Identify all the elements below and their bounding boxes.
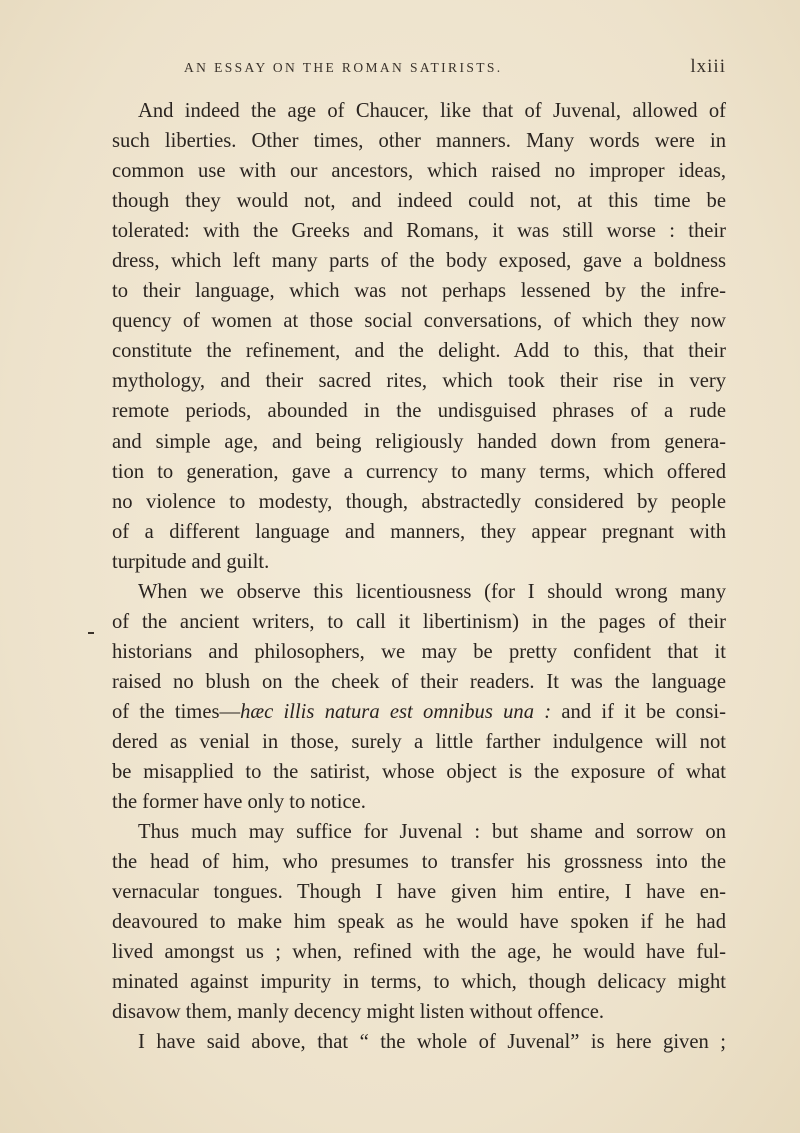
text-line: tolerated: with the Greeks and Romans, it was still worse : their [112, 220, 726, 243]
text-line: When we observe this licentiousness (for I should wrong many [138, 580, 726, 603]
text-line: And indeed the age of Chaucer, like that of Juvenal, allowed of [138, 100, 726, 122]
text-line: no violence to modesty, though, abstractedly considered by people [112, 490, 726, 513]
text-line: the head of him, who presumes to transfer his grossness into the [112, 851, 726, 874]
text-segment: of the times— [112, 700, 241, 723]
text-line: such liberties. Other times, other manners. Many words were in [112, 130, 726, 153]
text-line: the former have only to notice. [112, 791, 366, 814]
text-line: tion to generation, gave a currency to many terms, which offered [112, 460, 726, 483]
text-line: quency of women at those social conversations, of which they now [112, 310, 726, 333]
running-head [112, 58, 726, 82]
text-line: turpitude and guilt. [112, 550, 270, 573]
text-line: be misapplied to the satirist, whose object is the exposure of what [112, 761, 726, 784]
text-line: I have said above, that “ the whole of Juvenal” is here given ; [138, 1031, 726, 1054]
text-line-with-quotation [112, 697, 726, 727]
text-line: disavow them, manly decency might listen without offence. [112, 1001, 605, 1024]
text-line: of the ancient writers, to call it libertinism) in the pages of their [112, 610, 726, 633]
text-line: of a different language and manners, they appear pregnant with [112, 520, 726, 543]
text-line: constitute the refinement, and the delight. Add to this, that their [112, 340, 726, 363]
text-line: deavoured to make him speak as he would have spoken if he had [112, 911, 726, 934]
text-line: to their language, which was not perhaps lessened by the infre- [112, 280, 726, 303]
margin-dash [88, 632, 94, 634]
text-line: raised no blush on the cheek of their readers. It was the language [112, 670, 726, 693]
text-line: historians and philosophers, we may be pretty confident that it [112, 640, 726, 663]
text-line: minated against impurity in terms, to which, though delicacy might [112, 971, 726, 994]
text-line: and simple age, and being religiously handed down from genera- [112, 430, 726, 453]
text-line: mythology, and their sacred rites, which took their rise in very [112, 370, 726, 393]
page-number: lxiii [690, 56, 726, 77]
body-text [112, 96, 726, 1058]
text-line: Thus much may suffice for Juvenal : but shame and sorrow on [138, 821, 726, 844]
text-line: dress, which left many parts of the body exposed, gave a boldness [112, 250, 726, 273]
latin-quotation: hæc illis natura est omnibus una : [240, 700, 552, 723]
running-title: AN ESSAY ON THE ROMAN SATIRISTS. [184, 60, 503, 75]
text-line: remote periods, abounded in the undisguised phrases of a rude [112, 400, 726, 423]
text-line: lived amongst us ; when, refined with the age, he would have ful- [112, 941, 726, 964]
text-segment: and if it be consi- [551, 700, 726, 723]
text-line: common use with our ancestors, which raised no improper ideas, [112, 160, 726, 183]
text-line: dered as venial in those, surely a little farther indulgence will not [112, 730, 726, 753]
text-line: vernacular tongues. Though I have given him entire, I have en- [112, 881, 726, 904]
text-line: though they would not, and indeed could not, at this time be [112, 190, 726, 213]
